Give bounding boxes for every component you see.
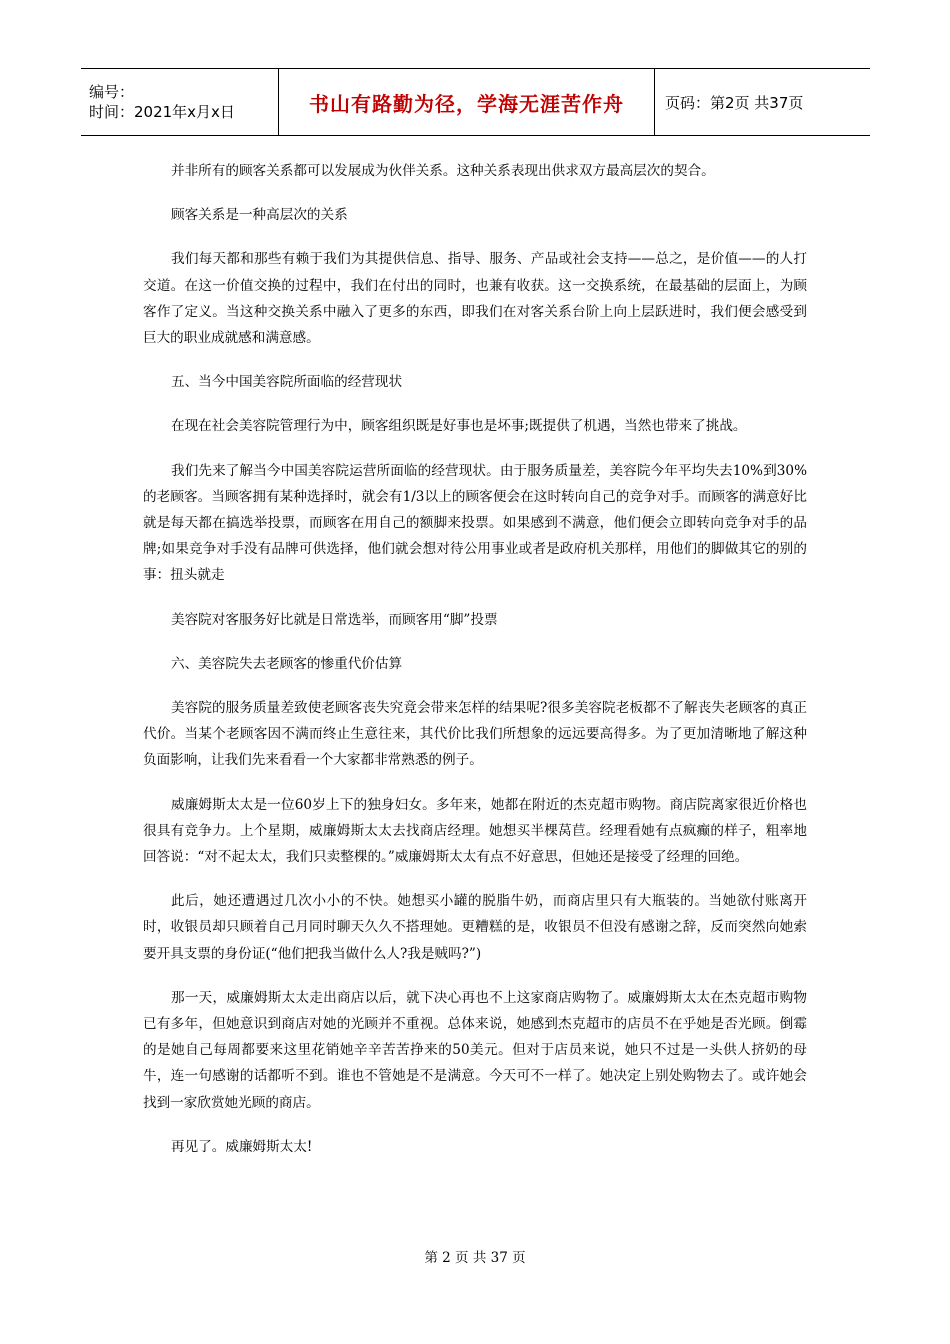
header-meta — [81, 69, 279, 135]
paragraph: 并非所有的顾客关系都可以发展成为伙伴关系。这种关系表现出供求双方最高层次的契合。 — [171, 163, 715, 179]
paragraph: 威廉姆斯太太是一位60岁上下的独身妇女。多年来，她都在附近的杰克超市购物。商店院离家很近价格也很具有竞争力。上个星期，威廉姆斯太太去找商店经理。她想买半棵莴苣。经理看她有点疯癫的样子，粗率地回答说：“对不起太太，我们只卖整棵的。”威廉姆斯太太有点不好意思，但她还是接受了经理的回绝。 — [143, 796, 807, 866]
paragraph: 那一天，威廉姆斯太太走出商店以后，就下决心再也不上这家商店购物了。威廉姆斯太太在杰克超市购物已有多年，但她意识到商店对她的光顾并不重视。总体来说，她感到杰克超市的店员不在乎她是否光顾。倒霉的是她自己每周都要来这里花销她辛辛苦苦挣来的50美元。但对于店员来说，她只不过是一头供人挤奶的母牛，连一句感谢的话都听不到。谁也不管她是不是满意。今天可不一样了。她决定上别处购物去了。或许她会找到一家欣赏她光顾的商店。 — [143, 989, 807, 1111]
section-heading: 五、当今中国美容院所面临的经营现状 — [171, 374, 403, 391]
paragraph: 美容院的服务质量差致使老顾客丧失究竟会带来怎样的结果呢?很多美容院老板都不了解丧失老顾客的真正代价。当某个老顾客因不满而终止生意往来，其代价比我们所想象的远远要高得多。为了更加清晰地了解这种负面影响，让我们先来看看一个大家都非常熟悉的例子。 — [143, 700, 807, 769]
page-info: 页码：第2页 共37页 — [665, 93, 804, 112]
time-label: 时间：2021年x月x日 — [89, 103, 235, 121]
paragraph: 再见了。威廉姆斯太太! — [171, 1138, 313, 1155]
page-footer: 第 2 页 共 37 页 — [424, 1250, 526, 1266]
number-label: 编号： — [89, 83, 135, 101]
document-body — [143, 158, 807, 1178]
section-heading: 六、美容院失去老顾客的惨重代价估算 — [171, 655, 403, 672]
document-header — [81, 68, 870, 136]
paragraph: 我们先来了解当今中国美容院运营所面临的经营现状。由于服务质量差，美容院今年平均失去10%到30%的老顾客。当顾客拥有某种选择时，就会有1/3以上的顾客便会在这时转向自己的竞争对手。而顾客的满意好比就是每天都在搞选举投票，而顾客在用自己的额脚来投票。如果感到不满意，他们便会立即转向竞争对手的品牌;如果竞争对手没有品牌可供选择，他们就会想对待公用事业或者是政府机关那样，用他们的脚做其它的别的事：扭头就走 — [143, 462, 807, 584]
header-page-info-cell — [655, 69, 870, 135]
paragraph: 我们每天都和那些有赖于我们为其提供信息、指导、服务、产品或社会支持——总之，是价值——的人打交道。在这一价值交换的过程中，我们在付出的同时，也兼有收获。这一交换系统，在最基础的层面上，为顾客作了定义。当这种交换关系中融入了更多的东西，即我们在对客关系台阶上向上层跃进时，我们便会感受到巨大的职业成就感和满意感。 — [143, 251, 807, 347]
paragraph: 在现在社会美容院管理行为中，顾客组织既是好事也是坏事;既提供了机遇，当然也带来了挑战。 — [171, 418, 747, 435]
section-heading: 顾客关系是一种高层次的关系 — [171, 207, 348, 224]
header-motto-cell — [279, 69, 655, 135]
section-heading: 美容院对客服务好比就是日常选举，而顾客用“脚”投票 — [171, 611, 498, 628]
motto-text: 书山有路勤为径，学海无涯苦作舟 — [309, 91, 624, 116]
paragraph: 此后，她还遭遇过几次小小的不快。她想买小罐的脱脂牛奶，而商店里只有大瓶装的。当她欲付账离开时，收银员却只顾着自己月同时聊天久久不搭理她。更糟糕的是，收银员不但没有感谢之辞，反而突然向她索要开具支票的身份证(“他们把我当做什么人?我是贼吗?”) — [143, 893, 807, 962]
